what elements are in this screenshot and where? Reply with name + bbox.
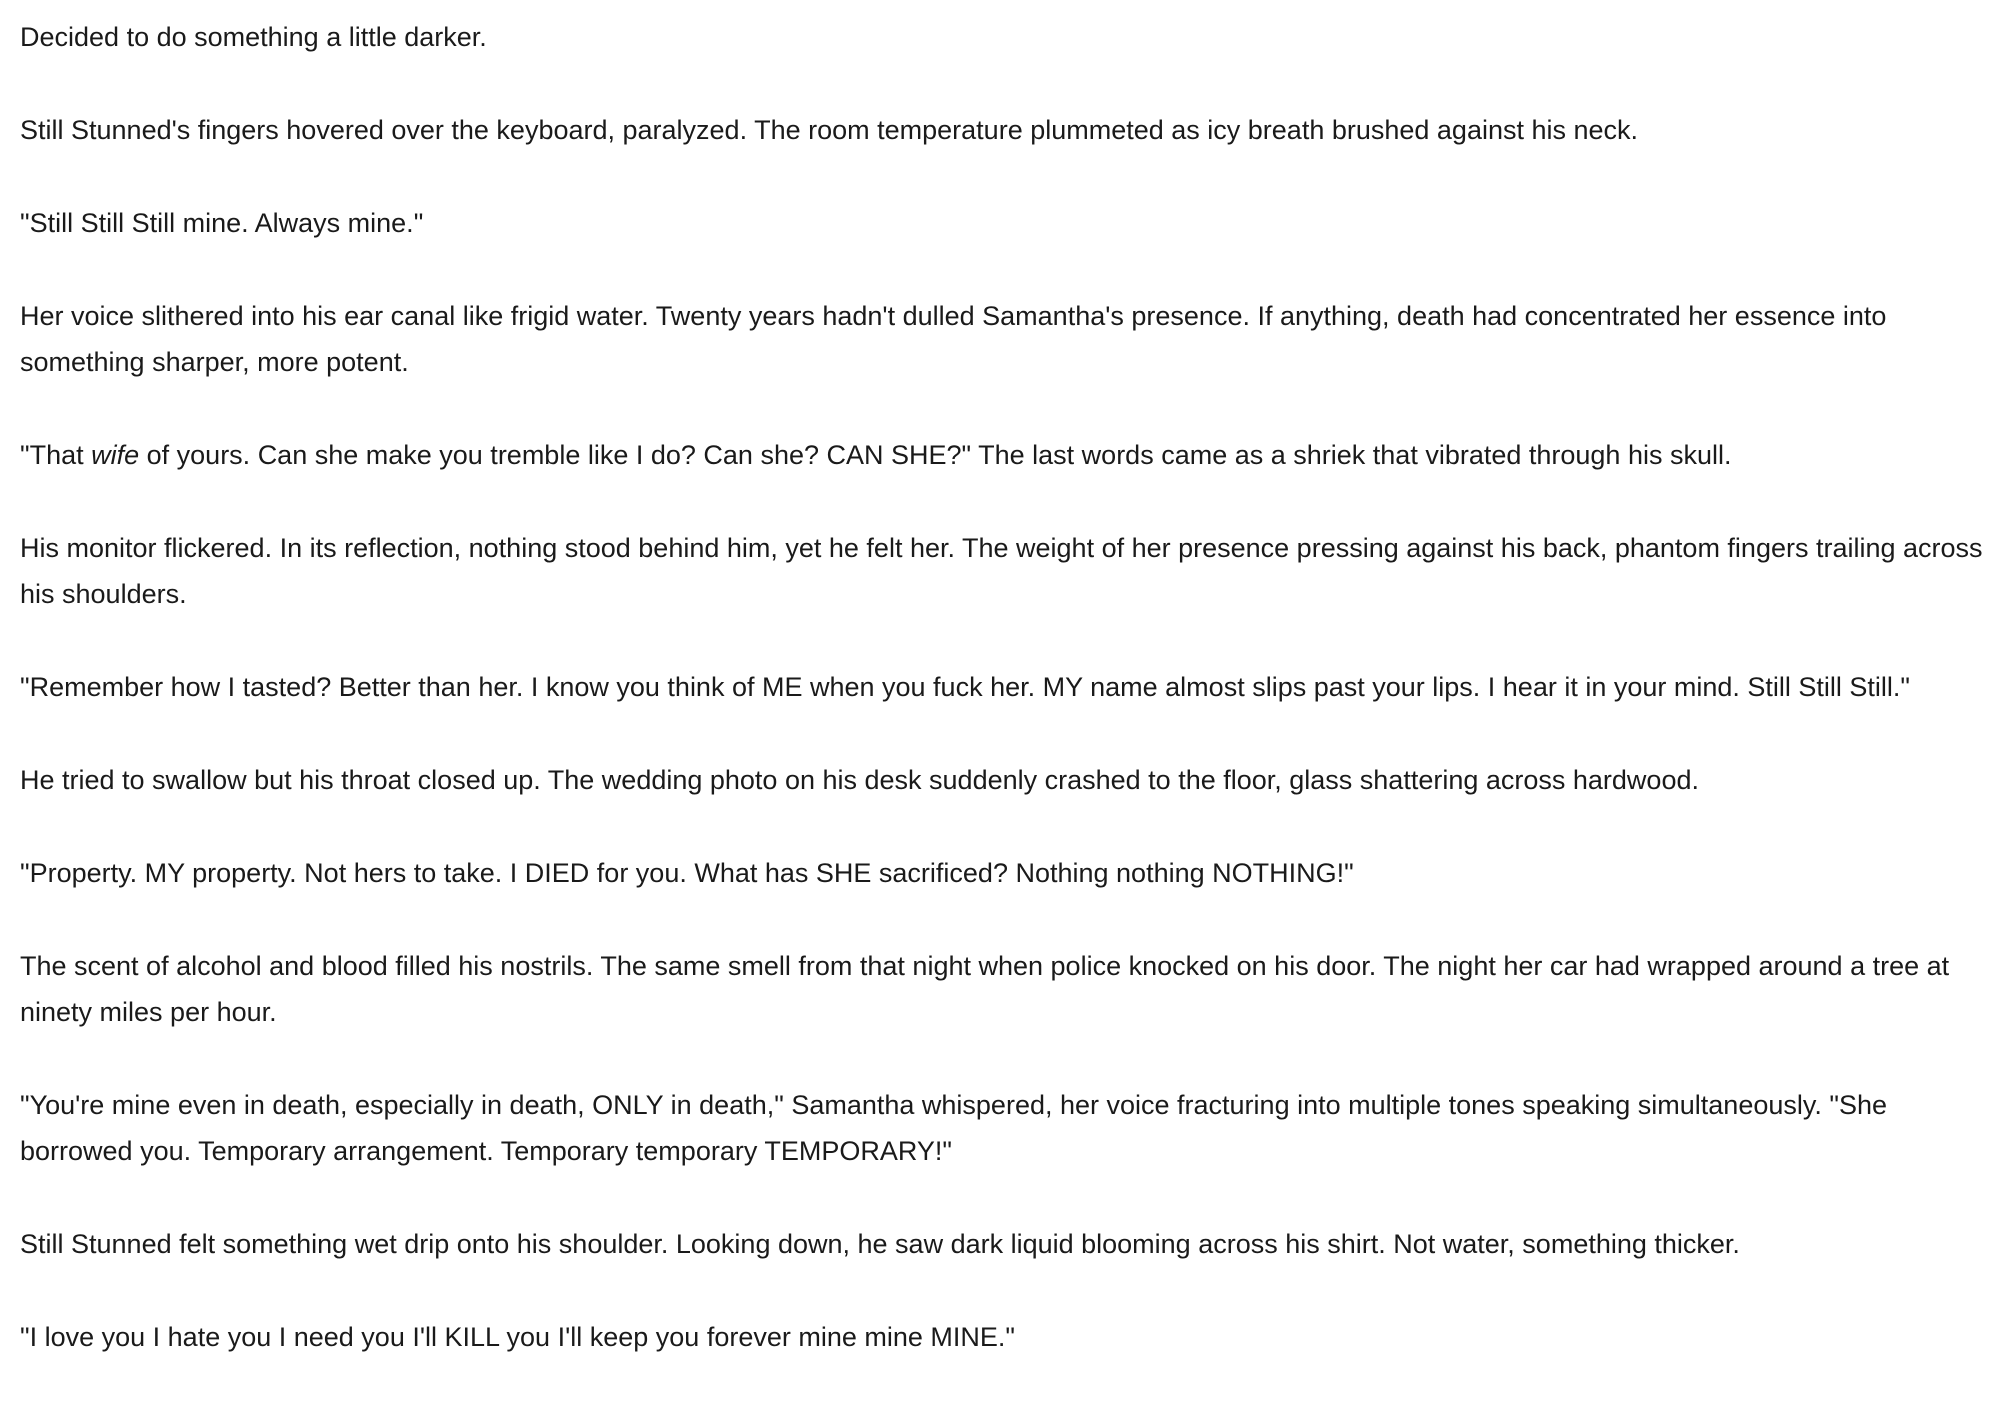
story-paragraph: He tried to swallow but his throat closed up. The wedding photo on his desk suddenly crashed to the floor, glass shattering across hardwood. (20, 765, 1699, 795)
story-paragraph: "You're mine even in death, especially in death, ONLY in death," Samantha whispered, her voice fracturing into multiple tones speaking simultaneously. "She borrowed you. Temporary arrangement. Temporary temporary TEMPORARY!" (20, 1090, 1887, 1166)
story-paragraph: Still Stunned felt something wet drip onto his shoulder. Looking down, he saw dark liquid blooming across his shirt. Not water, something thicker. (20, 1229, 1740, 1259)
story-paragraph: His monitor flickered. In its reflection, nothing stood behind him, yet he felt her. The weight of her presence pressing against his back, phantom fingers trailing across his shoulders. (20, 533, 1983, 609)
story-body (20, 14, 1995, 1360)
story-paragraph (20, 432, 1995, 478)
story-paragraph: "Still Still Still mine. Always mine." (20, 208, 424, 238)
story-paragraph: The scent of alcohol and blood filled his nostrils. The same smell from that night when police knocked on his door. The night her car had wrapped around a tree at ninety miles per hour. (20, 951, 1950, 1027)
story-paragraph: Her voice slithered into his ear canal like frigid water. Twenty years hadn't dulled Samantha's presence. If anything, death had concentrated her essence into something sharper, more potent. (20, 301, 1887, 377)
story-paragraph: "I love you I hate you I need you I'll KILL you I'll keep you forever mine mine MINE." (20, 1322, 1015, 1352)
story-paragraph: Still Stunned's fingers hovered over the keyboard, paralyzed. The room temperature plummeted as icy breath brushed against his neck. (20, 115, 1639, 145)
paragraph-text: of yours. Can she make you tremble like I do? Can she? CAN SHE?" The last words came as a shriek that vibrated through his skull. (139, 440, 1732, 470)
story-paragraph: "Remember how I tasted? Better than her. I know you think of ME when you fuck her. MY name almost slips past your lips. I hear it in your mind. Still Still Still." (20, 672, 1910, 702)
emphasized-word: wife (91, 440, 140, 470)
paragraph-text: "That (20, 440, 92, 470)
story-paragraph: "Property. MY property. Not hers to take. I DIED for you. What has SHE sacrificed? Nothing nothing NOTHING!" (20, 858, 1354, 888)
story-paragraph: Decided to do something a little darker. (20, 22, 487, 52)
